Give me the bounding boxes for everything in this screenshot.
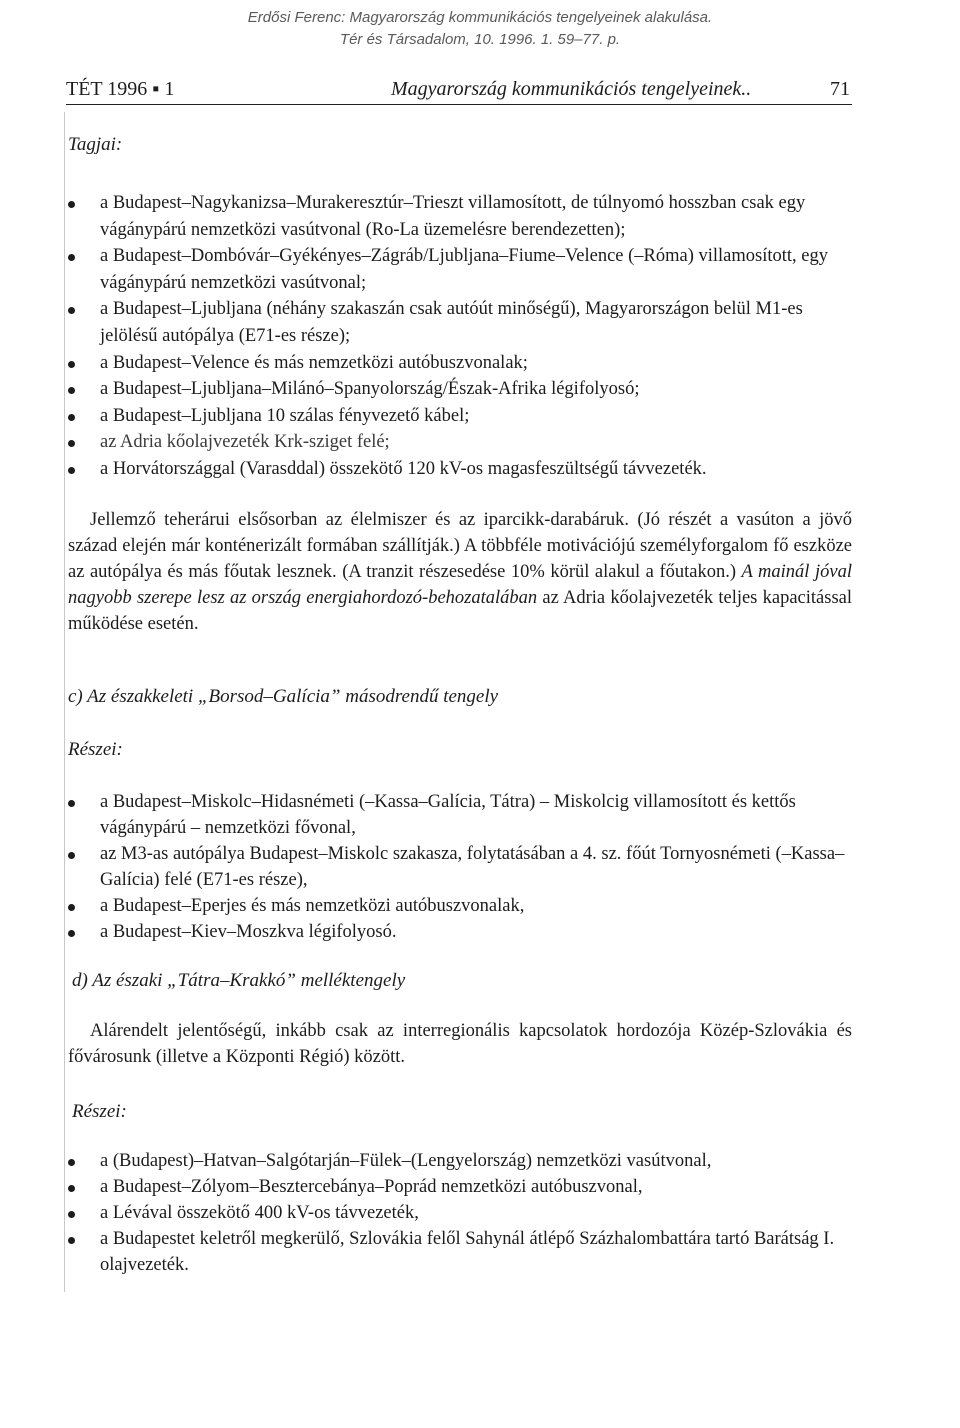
list-item: a Lévával összekötő 400 kV-os távvezeték, xyxy=(64,1200,854,1226)
citation-line-2: Tér és Társadalom, 10. 1996. 1. 59–77. p. xyxy=(339,31,621,48)
paragraph-emphasis: A mainál jóval nagyobb szerepe lesz az ország energiahordozó-behozatalában xyxy=(68,562,852,608)
section-c-list xyxy=(64,789,854,945)
paragraph-text: Jellemző teherárui elsősorban az élelmiszer és az iparcikk-darabáruk. (Jó részét a vasúton a jövő század elején már konténerizált formában szállítják.) A többféle motivációjú személyforgalom fő eszköze az autópálya és más főutak lesznek. (A tranzit részesedése 10% körül alakul a főutakon.) xyxy=(68,510,852,582)
section-c-parts-label: Részei: xyxy=(68,739,123,760)
list-item: a Budapest–Nagykanizsa–Murakeresztúr–Trieszt villamosított, de túlnyomó hosszban csak egy vágánypárú nemzetközi vasútvonal (Ro-La üzemelésre berendezetten); xyxy=(64,190,854,243)
paragraph-text-end: az Adria kőolajvezeték teljes kapacitással működése esetén. xyxy=(68,588,852,634)
list-item: a Budapest–Ljubljana (néhány szakaszán csak autóút minőségű), Magyarországon belül M1-es jelölésű autópálya (E71-es része); xyxy=(64,296,854,349)
page-number: 71 xyxy=(830,78,850,100)
list-item: a Budapest–Kiev–Moszkva légifolyosó. xyxy=(64,919,854,945)
running-head xyxy=(66,76,852,105)
list-item: a Budapest–Dombóvár–Gyékényes–Zágráb/Ljubljana–Fiume–Velence (–Róma) villamosított, egy vágánypárú nemzetközi vasútvonal; xyxy=(64,243,854,296)
running-title: Magyarország kommunikációs tengelyeinek.. xyxy=(391,78,752,100)
list-item: a Budapest–Velence és más nemzetközi autóbuszvonalak; xyxy=(64,350,854,377)
list-item: a Budapest–Ljubljana 10 szálas fényvezető kábel; xyxy=(64,403,854,430)
list-item: a Budapest–Miskolc–Hidasnémeti (–Kassa–Galícia, Tátra) – Miskolcig villamosított és kettős vágánypárú – nemzetközi fővonal, xyxy=(64,789,854,841)
members-list xyxy=(64,190,854,483)
list-item: a Budapest–Ljubljana–Milánó–Spanyolország/Észak-Afrika légifolyosó; xyxy=(64,376,854,403)
journal-issue: TÉT 1996 ▪ 1 xyxy=(66,78,175,100)
list-item: a Horvátországgal (Varasddal) összekötő 120 kV-os magasfeszültségű távvezeték. xyxy=(64,456,854,483)
section-d-parts-label: Részei: xyxy=(72,1101,127,1122)
members-label: Tagjai: xyxy=(68,134,123,155)
list-item: a Budapest–Zólyom–Besztercebánya–Poprád nemzetközi autóbuszvonal, xyxy=(64,1174,854,1200)
citation-line-1: Erdősi Ferenc: Magyarország kommunikációs tengelyeinek alakulása. xyxy=(247,9,713,26)
paragraph-subordinate xyxy=(68,1018,852,1070)
paragraph-freight xyxy=(68,507,852,637)
section-d-heading: d) Az északi „Tátra–Krakkó” melléktengely xyxy=(72,970,406,991)
list-item: a Budapestet keletről megkerülő, Szlovákia felől Sahynál átlépő Százhalombattára tartó Barátság I. olajvezeték. xyxy=(64,1226,854,1278)
list-item: a (Budapest)–Hatvan–Salgótarján–Fülek–(Lengyelország) nemzetközi vasútvonal, xyxy=(64,1148,854,1174)
section-c-heading: c) Az északkeleti „Borsod–Galícia” másodrendű tengely xyxy=(68,686,499,707)
list-item: az Adria kőolajvezeték Krk-sziget felé; xyxy=(64,429,854,456)
section-d-list xyxy=(64,1148,854,1278)
paragraph-text: Alárendelt jelentőségű, inkább csak az interregionális kapcsolatok hordozója Közép-Szlovákia és fővárosunk (illetve a Központi Régió) között. xyxy=(68,1021,852,1067)
list-item: a Budapest–Eperjes és más nemzetközi autóbuszvonalak, xyxy=(64,893,854,919)
list-item: az M3-as autópálya Budapest–Miskolc szakasza, folytatásában a 4. sz. főút Tornyosnémeti (–Kassa–Galícia) felé (E71-es része), xyxy=(64,841,854,893)
